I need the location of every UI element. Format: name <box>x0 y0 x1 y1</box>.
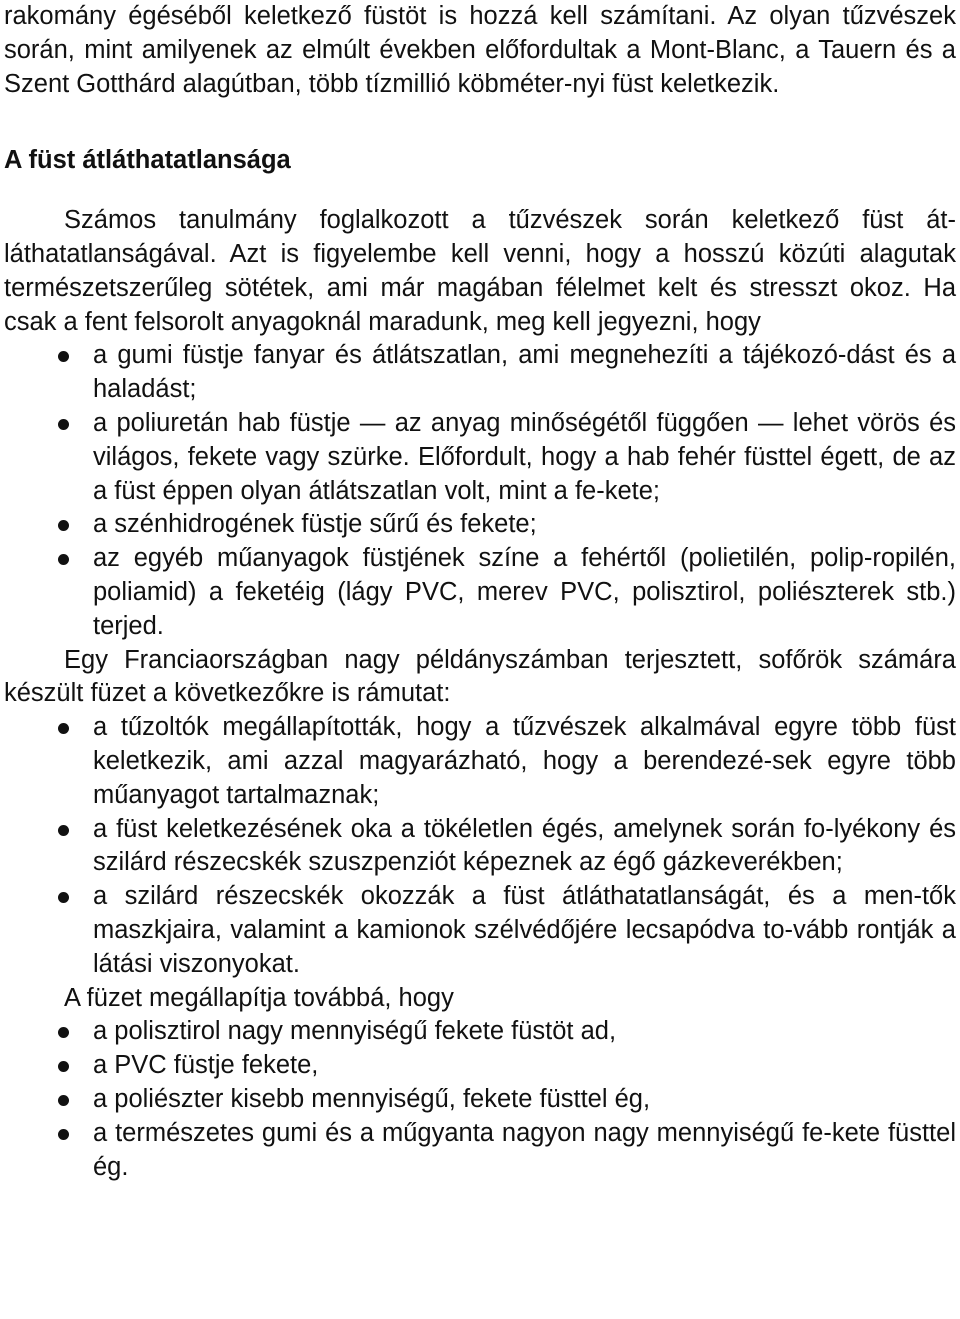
list-item <box>4 407 956 508</box>
booklet-findings-list <box>4 711 956 981</box>
list-item <box>4 880 956 981</box>
bullet-icon <box>58 723 69 734</box>
bullet-icon <box>58 1027 69 1038</box>
list-item-text: a szilárd részecskék okozzák a füst átláthatatlanságát, és a men-tők maszkjaira, valamint a kamionok szélvédőjére lecsapódva to-vább rontják a látási viszonyokat. <box>93 882 956 978</box>
document-page <box>4 0 956 1184</box>
bullet-icon <box>58 892 69 903</box>
material-smoke-list <box>4 1015 956 1184</box>
list-item <box>4 1049 956 1083</box>
bullet-icon <box>58 1129 69 1140</box>
section-heading: A füst átláthatatlansága <box>4 146 291 175</box>
list-item-text: a szénhidrogének füstje sűrű és fekete; <box>93 510 537 539</box>
list-item <box>4 1083 956 1117</box>
bullet-icon <box>58 1095 69 1106</box>
paragraph-booklet: Egy Franciaországban nagy példányszámban terjesztett, sofőrök számára készült füzet a következőkre is rámutat: <box>4 645 956 708</box>
list-item <box>4 508 956 542</box>
intro-paragraph: rakomány égéséből keletkező füstöt is hozzá kell számítani. Az olyan tűzvészek során, mint amilyenek az elmúlt években előfordultak a Mont-Blanc, a Tauern és a Szent Gotthárd alagútban, több tízmillió köbméter-nyi füst keletkezik. <box>4 2 956 98</box>
list-item <box>4 542 956 643</box>
smoke-materials-list <box>4 339 956 643</box>
paragraph-smoke-opacity: Számos tanulmány foglalkozott a tűzvészek során keletkező füst át-láthatatlanságával. Azt is figyelembe kell venni, hogy a hosszú közúti alagutak természetszerűleg sötétek, ami már magában félelmet kelt és stresszt okoz. Ha csak a fent felsorolt anyagoknál maradunk, meg kell jegyezni, hogy <box>4 206 956 336</box>
bullet-icon <box>58 825 69 836</box>
bullet-icon <box>58 351 69 362</box>
bullet-icon <box>58 419 69 430</box>
list-item <box>4 711 956 812</box>
list-item-text: a PVC füstje fekete, <box>93 1051 319 1080</box>
bullet-icon <box>58 1061 69 1072</box>
list-item-text: a gumi füstje fanyar és átlátszatlan, ami megnehezíti a tájékozó-dást és a haladást; <box>93 341 956 404</box>
bullet-icon <box>58 554 69 565</box>
paragraph-booklet-further: A füzet megállapítja továbbá, hogy <box>64 983 454 1012</box>
list-item-text: a tűzoltók megállapították, hogy a tűzvészek alkalmával egyre több füst keletkezik, ami azzal magyarázható, hogy a berendezé-sek egyre több műanyagot tartalmaznak; <box>93 713 956 809</box>
list-item <box>4 1117 956 1185</box>
bullet-icon <box>58 520 69 531</box>
list-item-text: a természetes gumi és a műgyanta nagyon nagy mennyiségű fe-kete füsttel ég. <box>93 1118 956 1181</box>
list-item <box>4 813 956 881</box>
list-item <box>4 1015 956 1049</box>
list-item-text: a füst keletkezésének oka a tökéletlen égés, amelynek során fo-lyékony és szilárd részecskék szuszpenziót képeznek az égő gázkeverékben; <box>93 814 956 877</box>
list-item-text: a poliészter kisebb mennyiségű, fekete füsttel ég, <box>93 1084 651 1113</box>
list-item <box>4 339 956 407</box>
list-item-text: a polisztirol nagy mennyiségű fekete füstöt ad, <box>93 1017 617 1046</box>
list-item-text: az egyéb műanyagok füstjének színe a fehértől (polietilén, polip-ropilén, poliamid) a feketéig (lágy PVC, merev PVC, polisztirol, poliészterek stb.) terjed. <box>93 544 956 640</box>
list-item-text: a poliuretán hab füstje — az anyag minőségétől függően — lehet vörös és világos, fekete vagy szürke. Előfordult, hogy a hab fehér füsttel égett, de az a füst éppen olyan átlátszatlan volt, mint a fe-kete; <box>93 408 956 505</box>
